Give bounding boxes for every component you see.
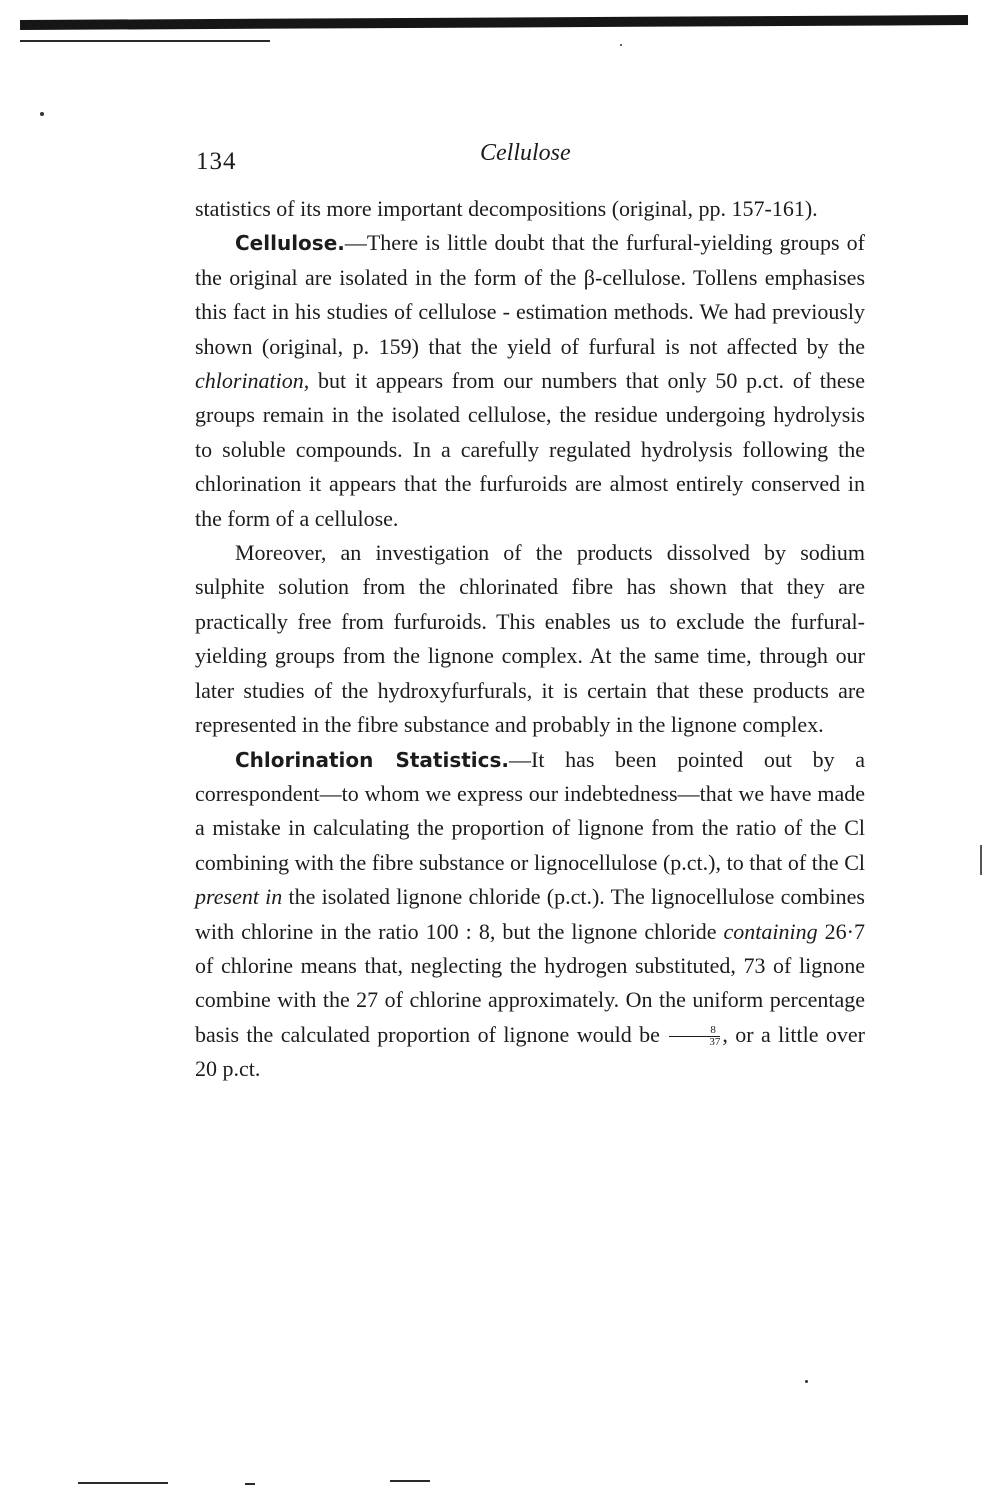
- page-number: 134: [196, 148, 237, 175]
- paragraph-text: —There is little doubt that the furfural-yielding groups of the original are isolated in the form of the β-cellulose. Tollens emphasises this fact in his studies of cellulose - estimation methods. We had previously shown (original, p. 159) that the yield of furfural is not affected by the: [195, 230, 865, 359]
- emphasis-text: chlorination,: [195, 368, 310, 394]
- paragraph-text: —It has been pointed out by a correspondent—to whom we express our indebtedness—that we have made a mistake in calculating the proportion of lignone from the ratio of the Cl combining with the fibre substance or lignocellulose (p.ct.), to that of the Cl: [195, 746, 865, 875]
- emphasis-text: present in: [195, 884, 283, 910]
- scan-speck: [620, 44, 622, 46]
- paragraph-text: , or a little over 20 p.ct.: [195, 1021, 865, 1082]
- bottom-rule: [245, 1483, 255, 1485]
- section-heading-chlorination-statistics: Chlorination Statistics.: [235, 747, 510, 772]
- paragraph-continuation: statistics of its more important decompositions (original, pp. 157-161).: [195, 196, 818, 221]
- body-text: [195, 192, 865, 1087]
- section-heading-cellulose: Cellulose.: [235, 231, 345, 256]
- fraction-denominator: 37: [709, 1036, 721, 1049]
- paragraph-text: but it appears from our numbers that only 50 p.ct. of these groups remain in the isolated cellulose, the residue undergoing hydrolysis to soluble compounds. In a carefully regulated hydrolysis following the chlorination it appears that the furfuroids are almost entirely conserved in the form of a cellulose.: [195, 368, 865, 531]
- bottom-rule: [390, 1480, 430, 1482]
- bottom-rule: [78, 1482, 168, 1484]
- scan-speck: [40, 112, 44, 116]
- fraction: [669, 1025, 720, 1048]
- fraction-numerator: 8: [669, 1025, 720, 1037]
- paragraph-text: the isolated lignone chloride (p.ct.). The lignocellulose combines with chlorine in the ratio 100 : 8, but the lignone chloride: [195, 884, 865, 944]
- paragraph-chlorination-statistics: [195, 743, 865, 1087]
- top-border-rule: [20, 15, 968, 30]
- paragraph-cellulose: [195, 226, 865, 536]
- paragraph-moreover: Moreover, an investigation of the products dissolved by sodium sulphite solution from the chlorinated fibre has shown that they are practically free from furfuroids. This enables us to exclude the furfural-yielding groups from the lignone complex. At the same time, through our later studies of the hydroxyfurfurals, it is certain that these products are represented in the fibre substance and probably in the lignone complex.: [195, 540, 865, 738]
- paragraph-text: 26·7 of chlorine means that, neglecting the hydrogen substituted, 73 of lignone combine with the 27 of chlorine approximately. On the uniform percentage basis the calculated proportion of lignone would be: [195, 918, 865, 1047]
- emphasis-text: containing: [723, 918, 818, 944]
- scan-speck: [805, 1380, 808, 1383]
- scan-margin-mark: [980, 845, 982, 875]
- running-title: Cellulose: [480, 140, 571, 166]
- top-thin-rule: [20, 40, 270, 42]
